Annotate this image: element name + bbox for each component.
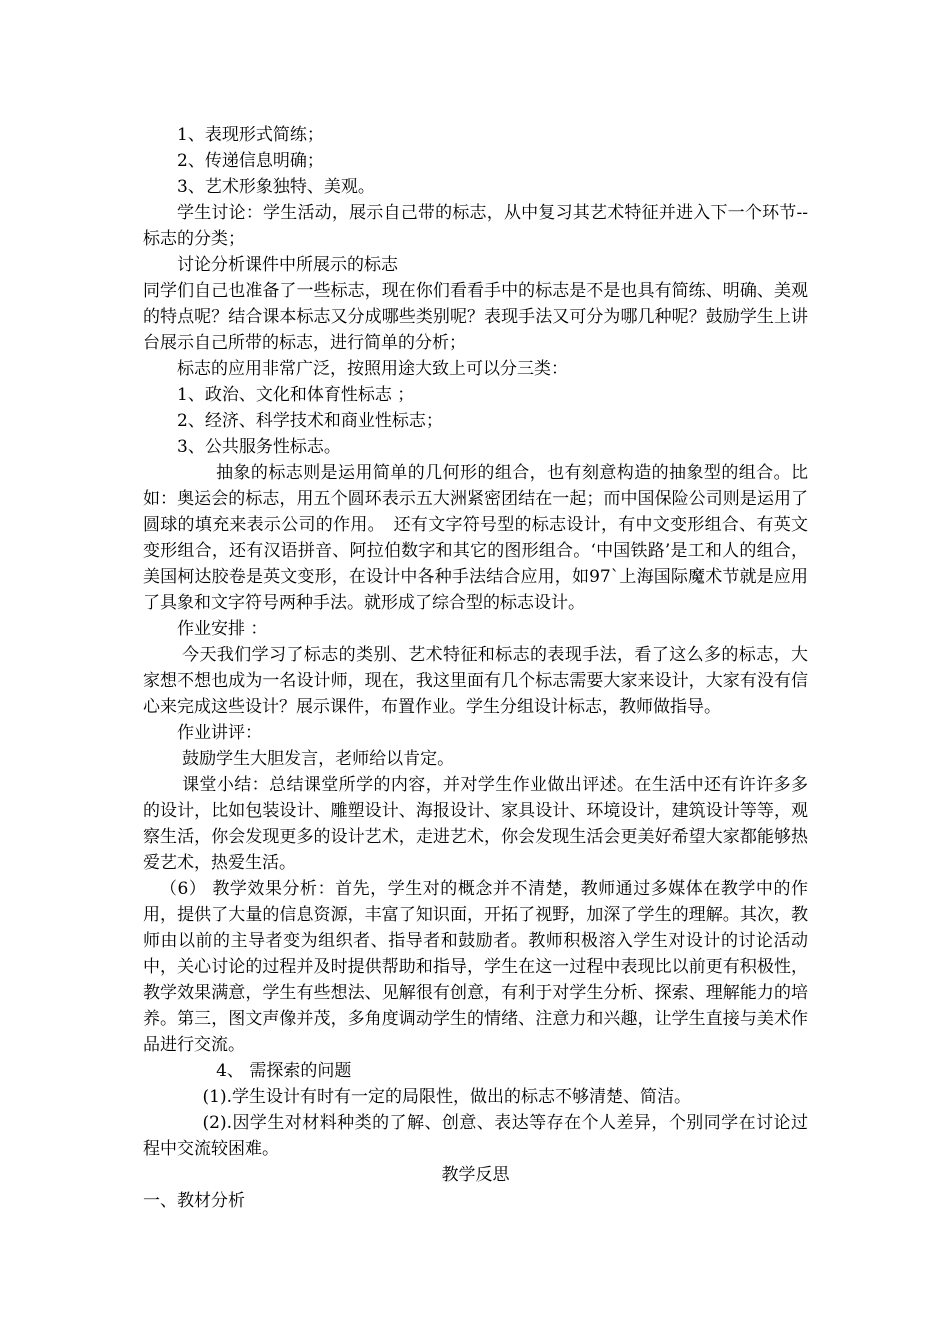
- paragraph: 标志的应用非常广泛，按照用途大致上可以分三类：: [177, 359, 568, 379]
- paragraph: 讨论分析课件中所展示的标志: [177, 255, 398, 275]
- paragraph: 抽象的标志则是运用简单的几何形的组合，也有刻意构造的抽象型的组合。比如：奥运会的标志，用五个圆环表示五大洲紧密团结在一起；而中国保险公司则是运用了圆球的填充来表示公司的作用。 还有文字符号型的标志设计，有中文变形组合、有英文变形组合，还有汉语拼音、阿拉伯数字和其它的图形组合。‘中国铁路’是工和人的组合，美国柯达胶卷是英文变形，在设计中各种手法结合应用，如97`上海国际魔术节就是应用了具象和文字符号两种手法。就形成了综合型的标志设计。: [143, 463, 808, 613]
- paragraph: 课堂小结：总结课堂所学的内容，并对学生作业做出评述。在生活中还有许许多多的设计，比如包装设计、雕塑设计、海报设计、家具设计、环境设计，建筑设计等等，观察生活，你会发现更多的设计艺术，走进艺术，你会发现生活会更美好希望大家都能够热爱艺术，热爱生活。: [143, 775, 808, 873]
- list-item: 1、表现形式简练；: [177, 125, 324, 145]
- section-heading: 作业安排 ：: [177, 619, 268, 639]
- paragraph: （6） 教学效果分析：首先，学生对的概念并不清楚，教师通过多媒体在教学中的作用，提供了大量的信息资源，丰富了知识面，开拓了视野，加深了学生的理解。其次，教师由以前的主导者变为组织者、指导者和鼓励者。教师积极溶入学生对设计的讨论活动中，关心讨论的过程并及时提供帮助和指导，学生在这一过程中表现比以前更有积极性，教学效果满意，学生有些想法、见解很有创意，有利于对学生分析、探索、理解能力的培养。第三，图文声像并茂，多角度调动学生的情绪、注意力和兴趣，让学生直接与美术作品进行交流。: [143, 879, 808, 1055]
- list-item: (1).学生设计有时有一定的局限性，做出的标志不够清楚、简洁。: [202, 1087, 691, 1107]
- list-item: 3、公共服务性标志。: [177, 437, 341, 457]
- page-title: 教学反思: [441, 1165, 510, 1185]
- section-heading: 一、教材分析: [143, 1191, 245, 1211]
- document-page: [143, 122, 808, 1214]
- list-item: 2、经济、科学技术和商业性标志；: [177, 411, 443, 431]
- paragraph: 鼓励学生大胆发言，老师给以肯定。: [182, 749, 455, 769]
- list-item: 2、传递信息明确；: [177, 151, 324, 171]
- paragraph: 同学们自己也准备了一些标志，现在你们看看手中的标志是不是也具有简练、明确、美观的特点呢？结合课本标志又分成哪些类别呢？表现手法又可分为哪几种呢？鼓励学生上讲台展示自己所带的标志，进行简单的分析；: [143, 281, 808, 353]
- list-item: 3、艺术形象独特、美观。: [177, 177, 375, 197]
- list-item: (2).因学生对材料种类的了解、创意、表达等存在个人差异，个别同学在讨论过程中交流较困难。: [143, 1113, 808, 1159]
- paragraph: 今天我们学习了标志的类别、艺术特征和标志的表现手法，看了这么多的标志，大家想不想也成为一名设计师，现在，我这里面有几个标志需要大家来设计，大家有没有信心来完成这些设计？展示课件，布置作业。学生分组设计标志，教师做指导。: [143, 645, 808, 717]
- section-heading: 作业讲评：: [177, 723, 262, 743]
- section-heading: 4、 需探索的问题: [216, 1061, 352, 1081]
- paragraph: 学生讨论：学生活动，展示自己带的标志，从中复习其艺术特征并进入下一个环节--标志的分类；: [143, 203, 808, 249]
- list-item: 1、政治、文化和体育性标志 ；: [177, 385, 415, 405]
